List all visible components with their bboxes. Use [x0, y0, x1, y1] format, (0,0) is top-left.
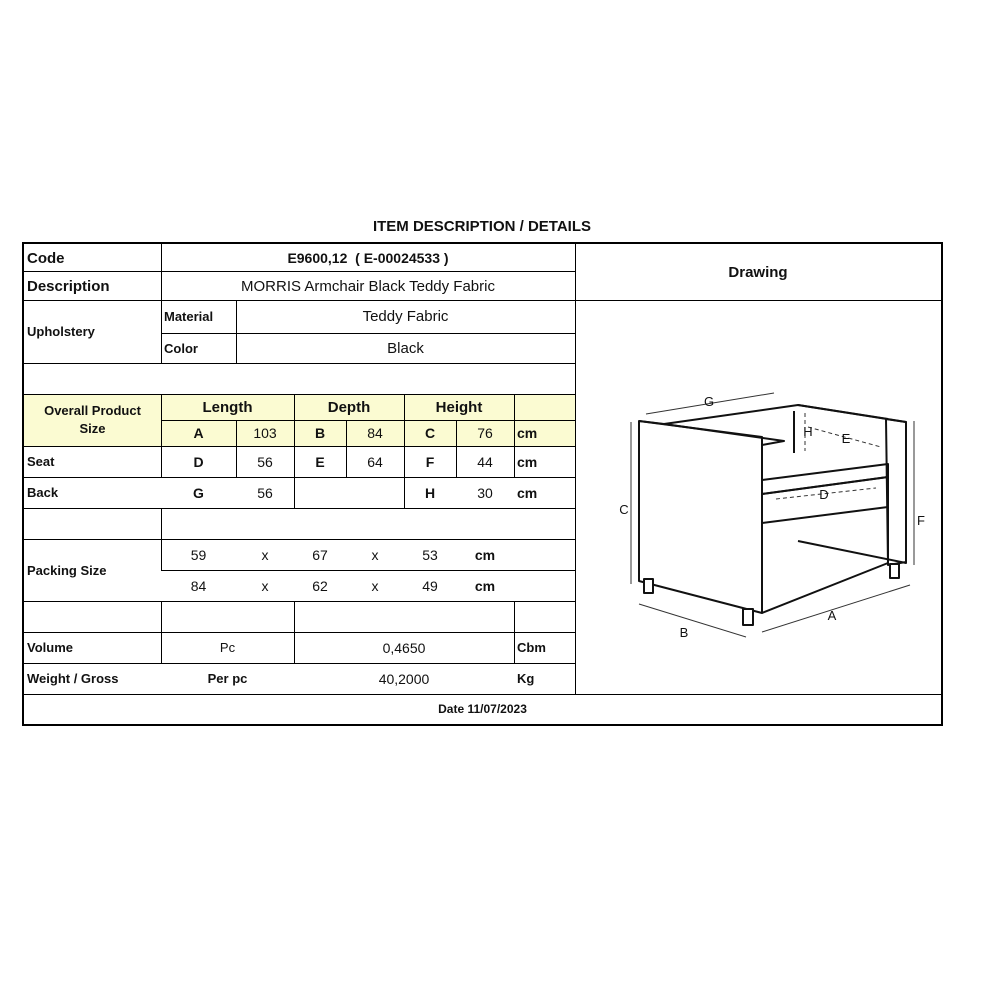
packing-size-label: Packing Size — [27, 562, 107, 578]
dim-f-value: 44 — [477, 453, 493, 470]
leg — [890, 564, 899, 578]
column-divider — [294, 477, 295, 508]
back-unit: cm — [517, 484, 538, 501]
volume-label: Volume — [27, 640, 73, 655]
material-label: Material — [164, 309, 214, 324]
left-arm — [639, 421, 762, 613]
armchair-svg — [576, 301, 941, 694]
packing-row1-height: 53 — [422, 546, 438, 563]
packing-row1-depth: 67 — [312, 546, 328, 563]
overall-unit: cm — [517, 425, 538, 441]
armchair-drawing — [576, 301, 941, 694]
volume-unit: Cbm — [517, 640, 546, 655]
dim-c-key: C — [424, 425, 436, 441]
dim-a-key: A — [193, 425, 204, 441]
dim-e-value: 64 — [367, 453, 383, 470]
label-h: H — [803, 424, 813, 439]
overall-size-label: Overall Product Size — [44, 403, 141, 436]
packing-row1-length: 59 — [190, 546, 207, 563]
label-c: C — [619, 502, 629, 517]
seat-label: Seat — [27, 454, 55, 469]
color-label: Color — [164, 340, 198, 356]
seat-unit: cm — [517, 453, 538, 470]
dim-g-value: 56 — [257, 484, 273, 501]
weight-label: Weight / Gross — [27, 671, 119, 686]
label-a: A — [827, 608, 837, 623]
sheet-title: ITEM DESCRIPTION / DETAILS — [372, 218, 592, 235]
height-header: Height — [435, 398, 483, 416]
code-label: Code — [27, 249, 65, 267]
volume-per: Pc — [219, 640, 236, 655]
dim-f-key: F — [425, 453, 435, 470]
drawing-header: Drawing — [728, 263, 788, 281]
label-f: F — [917, 513, 925, 528]
packing-row2-x: x — [261, 577, 269, 594]
back-label: Back — [27, 485, 59, 500]
weight-per: Per pc — [207, 671, 248, 686]
label-b: B — [679, 625, 689, 640]
label-d: D — [819, 487, 829, 502]
leg — [743, 609, 753, 625]
packing-row2-length: 84 — [190, 577, 207, 594]
dim-h-value: 30 — [477, 484, 493, 501]
dim-g-key: G — [193, 484, 204, 501]
code-value: E9600,12 ( E-00024533 ) — [287, 250, 449, 266]
packing-row1-unit: cm — [474, 546, 496, 563]
dim-e-key: E — [315, 453, 325, 470]
dim-a-value: 103 — [253, 425, 277, 441]
upholstery-label: Upholstery — [27, 324, 95, 339]
volume-value: 0,4650 — [382, 639, 426, 656]
row-divider — [24, 508, 575, 509]
dim-b-key: B — [314, 425, 326, 441]
packing-row2-x: x — [371, 577, 379, 594]
length-header: Length — [202, 398, 253, 416]
packing-row1-x: x — [261, 546, 269, 563]
dim-h-key: H — [424, 484, 436, 501]
row-divider — [161, 477, 575, 478]
packing-row1-x: x — [371, 546, 379, 563]
description-label: Description — [27, 277, 110, 295]
packing-row2-unit: cm — [474, 577, 496, 594]
dim-line-b — [639, 604, 746, 637]
label-e: E — [841, 431, 851, 446]
column-divider — [404, 477, 405, 508]
right-arm-top — [798, 405, 888, 419]
packing-row2-depth: 62 — [312, 577, 328, 594]
seat-rail — [762, 507, 888, 523]
dim-d-key: D — [193, 453, 204, 470]
description-value: MORRIS Armchair Black Teddy Fabric — [241, 277, 495, 295]
dim-c-value: 76 — [477, 425, 493, 441]
spec-sheet — [22, 242, 943, 726]
leg — [644, 579, 653, 593]
weight-unit: Kg — [517, 671, 535, 686]
weight-value: 40,2000 — [378, 670, 430, 687]
label-g: G — [703, 394, 715, 409]
material-value: Teddy Fabric — [362, 308, 449, 325]
date-label: Date 11/07/2023 — [438, 702, 527, 716]
packing-row2-height: 49 — [422, 577, 438, 594]
depth-header: Depth — [327, 398, 371, 416]
row-divider — [24, 363, 575, 364]
color-value: Black — [387, 339, 424, 357]
dim-d-value: 56 — [257, 453, 273, 470]
row-divider — [24, 601, 575, 602]
dim-b-value: 84 — [367, 425, 383, 441]
